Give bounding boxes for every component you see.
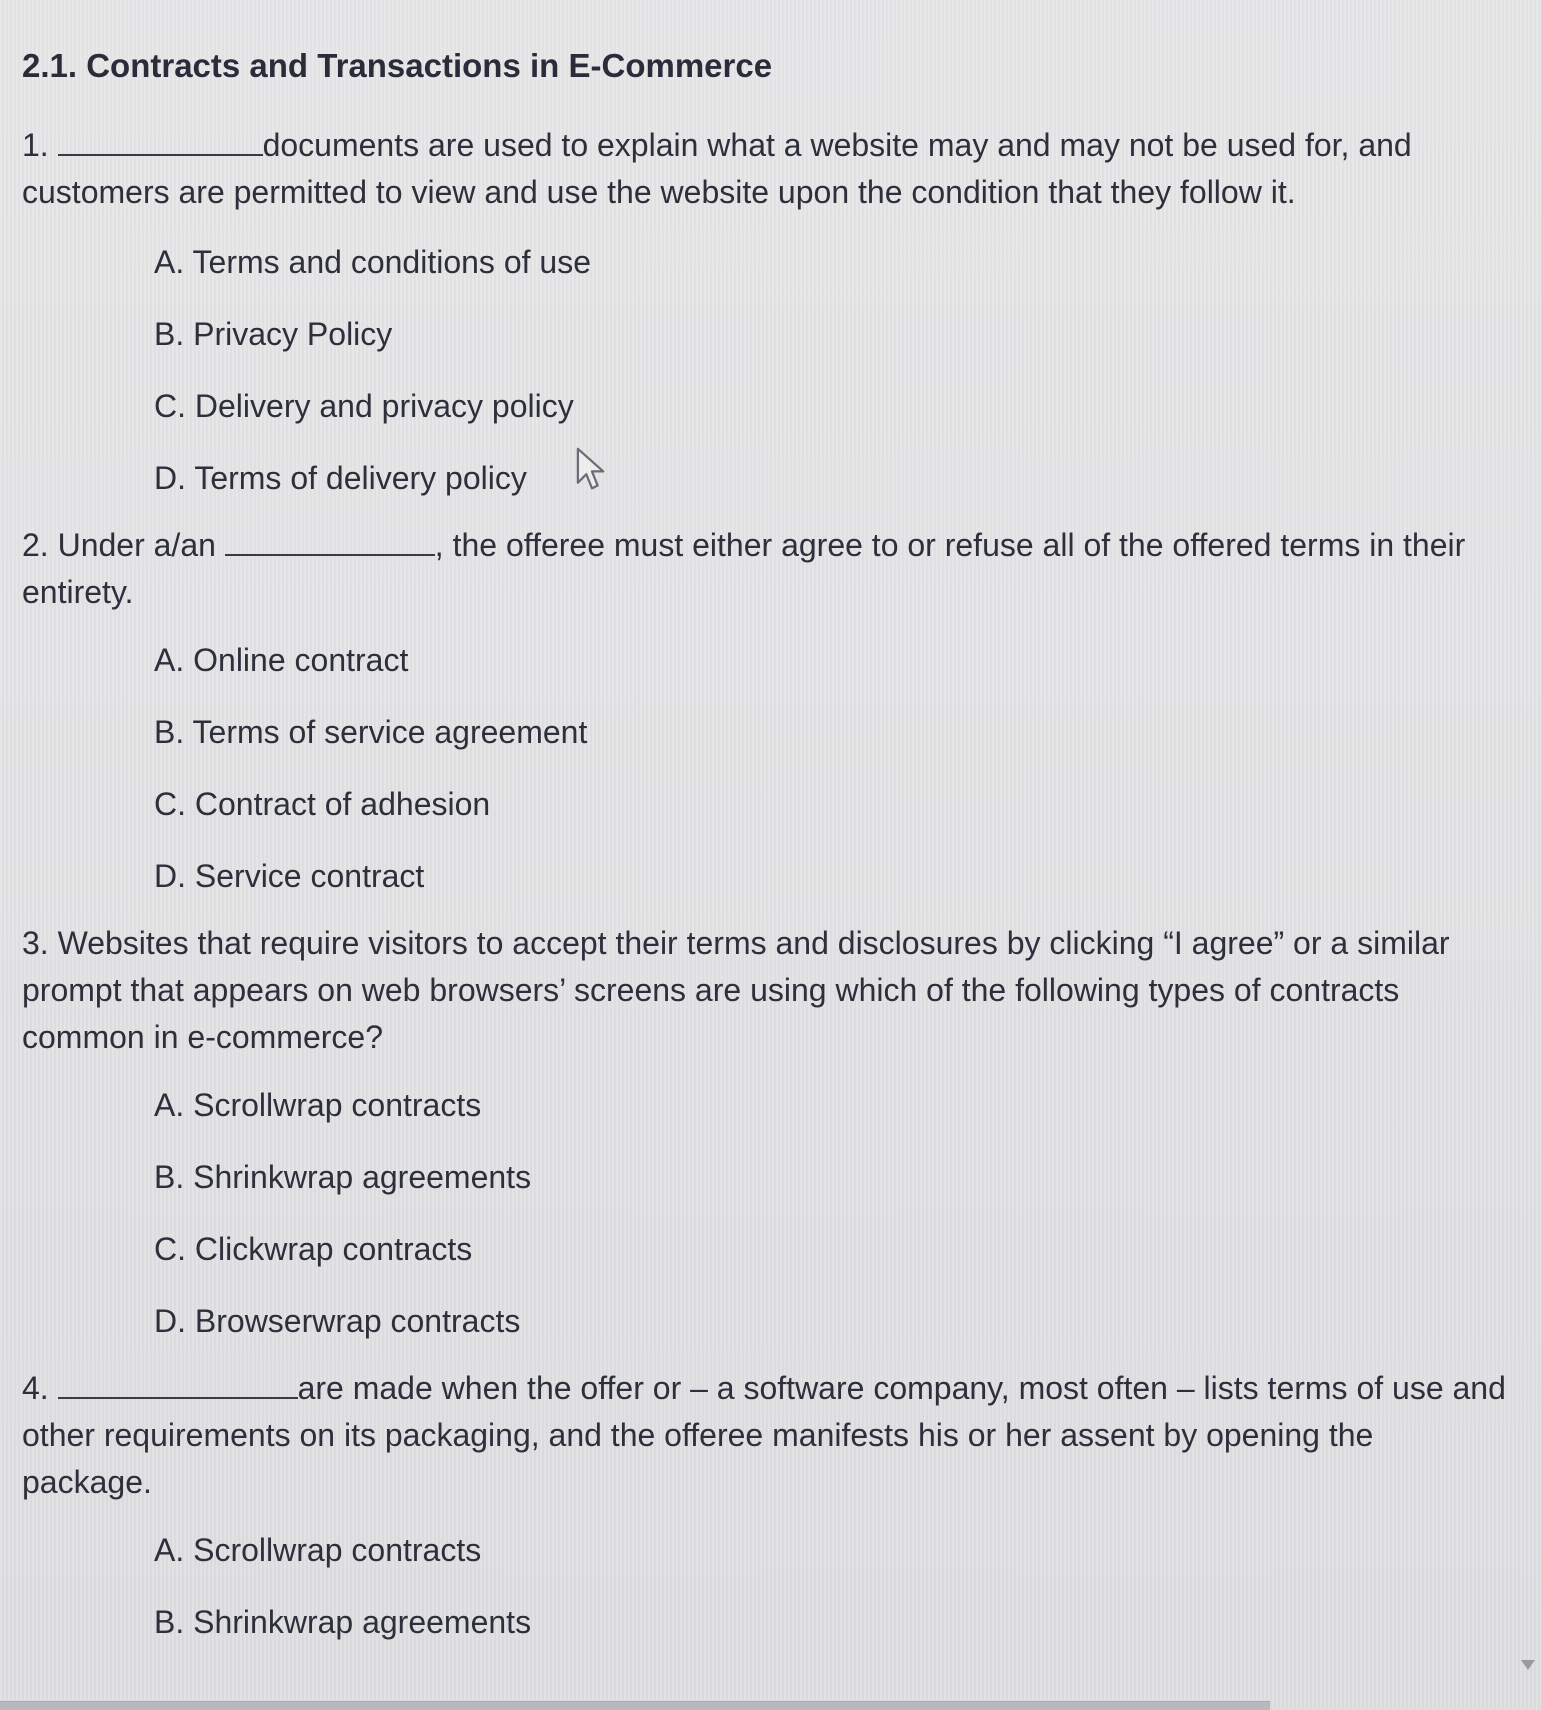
- option-letter: A .: [154, 244, 193, 280]
- answer-blank: [58, 124, 263, 156]
- option-text: Scrollwrap contracts: [193, 1087, 482, 1123]
- option-b[interactable]: [154, 1157, 1522, 1229]
- question-4-text: [22, 1365, 1512, 1506]
- option-text: Clickwrap contracts: [194, 1231, 473, 1267]
- option-a[interactable]: [154, 242, 1522, 314]
- mouse-pointer-icon: [574, 446, 610, 494]
- question-text-after: , the offeree must either agree to or refuse all of the offered terms in their entirety.: [22, 527, 1466, 610]
- option-letter: B .: [154, 1159, 193, 1195]
- question-3: [22, 920, 1522, 1373]
- option-d[interactable]: [154, 458, 1522, 530]
- question-number: 2.: [22, 527, 49, 563]
- option-b[interactable]: [154, 712, 1522, 784]
- question-4: [22, 1365, 1522, 1674]
- scroll-down-arrow-icon[interactable]: [1519, 1656, 1537, 1674]
- option-a[interactable]: [154, 640, 1522, 712]
- question-number: 4.: [22, 1370, 49, 1406]
- option-b[interactable]: [154, 1602, 1522, 1674]
- option-c[interactable]: [154, 1229, 1522, 1301]
- option-text: Terms of delivery policy: [194, 460, 527, 496]
- option-letter: B .: [154, 1604, 193, 1640]
- option-letter: D .: [154, 858, 195, 894]
- question-text: documents are used to explain what a website may and may not be used for, and customers are permitted to view and use the website upon the condition that they follow it.: [22, 127, 1412, 210]
- question-3-text: [22, 920, 1512, 1061]
- option-c[interactable]: [154, 386, 1522, 458]
- question-1-text: [22, 122, 1512, 216]
- option-text: Contract of adhesion: [194, 786, 491, 822]
- option-letter: A .: [154, 1532, 193, 1568]
- question-text: Websites that require visitors to accept their terms and disclosures by clicking “I agree” or a similar prompt that appears on web browsers’ screens are using which of the following types of contracts common in e-commerce?: [22, 925, 1450, 1055]
- question-number: 1.: [22, 127, 49, 163]
- option-c[interactable]: [154, 784, 1522, 856]
- question-2: [22, 522, 1522, 928]
- option-letter: C .: [154, 388, 195, 424]
- option-text: Scrollwrap contracts: [193, 1532, 482, 1568]
- section-title: 2.1. Contracts and Transactions in E-Commerce: [22, 47, 773, 84]
- option-letter: A .: [154, 1087, 193, 1123]
- question-2-options: [22, 640, 1522, 928]
- option-letter: B .: [154, 316, 193, 352]
- option-a[interactable]: [154, 1085, 1522, 1157]
- question-4-options: [22, 1530, 1522, 1674]
- option-text: Shrinkwrap agreements: [193, 1159, 532, 1195]
- option-b[interactable]: [154, 314, 1522, 386]
- option-text: Terms of service agreement: [192, 714, 588, 750]
- option-text: Browserwrap contracts: [194, 1303, 521, 1339]
- question-1: [22, 122, 1522, 530]
- option-letter: C .: [154, 786, 195, 822]
- option-d[interactable]: [154, 1301, 1522, 1373]
- option-text: Delivery and privacy policy: [194, 388, 574, 424]
- option-d[interactable]: [154, 856, 1522, 928]
- option-a[interactable]: [154, 1530, 1522, 1602]
- option-letter: D .: [154, 1303, 195, 1339]
- option-text: Terms and conditions of use: [192, 244, 591, 280]
- option-text: Privacy Policy: [193, 316, 393, 352]
- option-text: Shrinkwrap agreements: [193, 1604, 532, 1640]
- question-text: are made when the offer or – a software company, most often – lists terms of use and other requirements on its packaging, and the offeree manifests his or her assent by opening the package.: [22, 1370, 1506, 1500]
- question-2-text: [22, 522, 1512, 616]
- question-number: 3.: [22, 925, 49, 961]
- option-letter: A .: [154, 642, 193, 678]
- option-letter: D .: [154, 460, 194, 496]
- option-letter: C .: [154, 1231, 195, 1267]
- question-1-options: [22, 242, 1522, 530]
- bottom-edge-bar: [0, 1701, 1270, 1710]
- option-text: Online contract: [193, 642, 409, 678]
- question-3-options: [22, 1085, 1522, 1373]
- question-text-before: Under a/an: [57, 527, 216, 563]
- option-letter: B .: [154, 714, 193, 750]
- option-text: Service contract: [194, 858, 425, 894]
- document-content: [22, 40, 1522, 1674]
